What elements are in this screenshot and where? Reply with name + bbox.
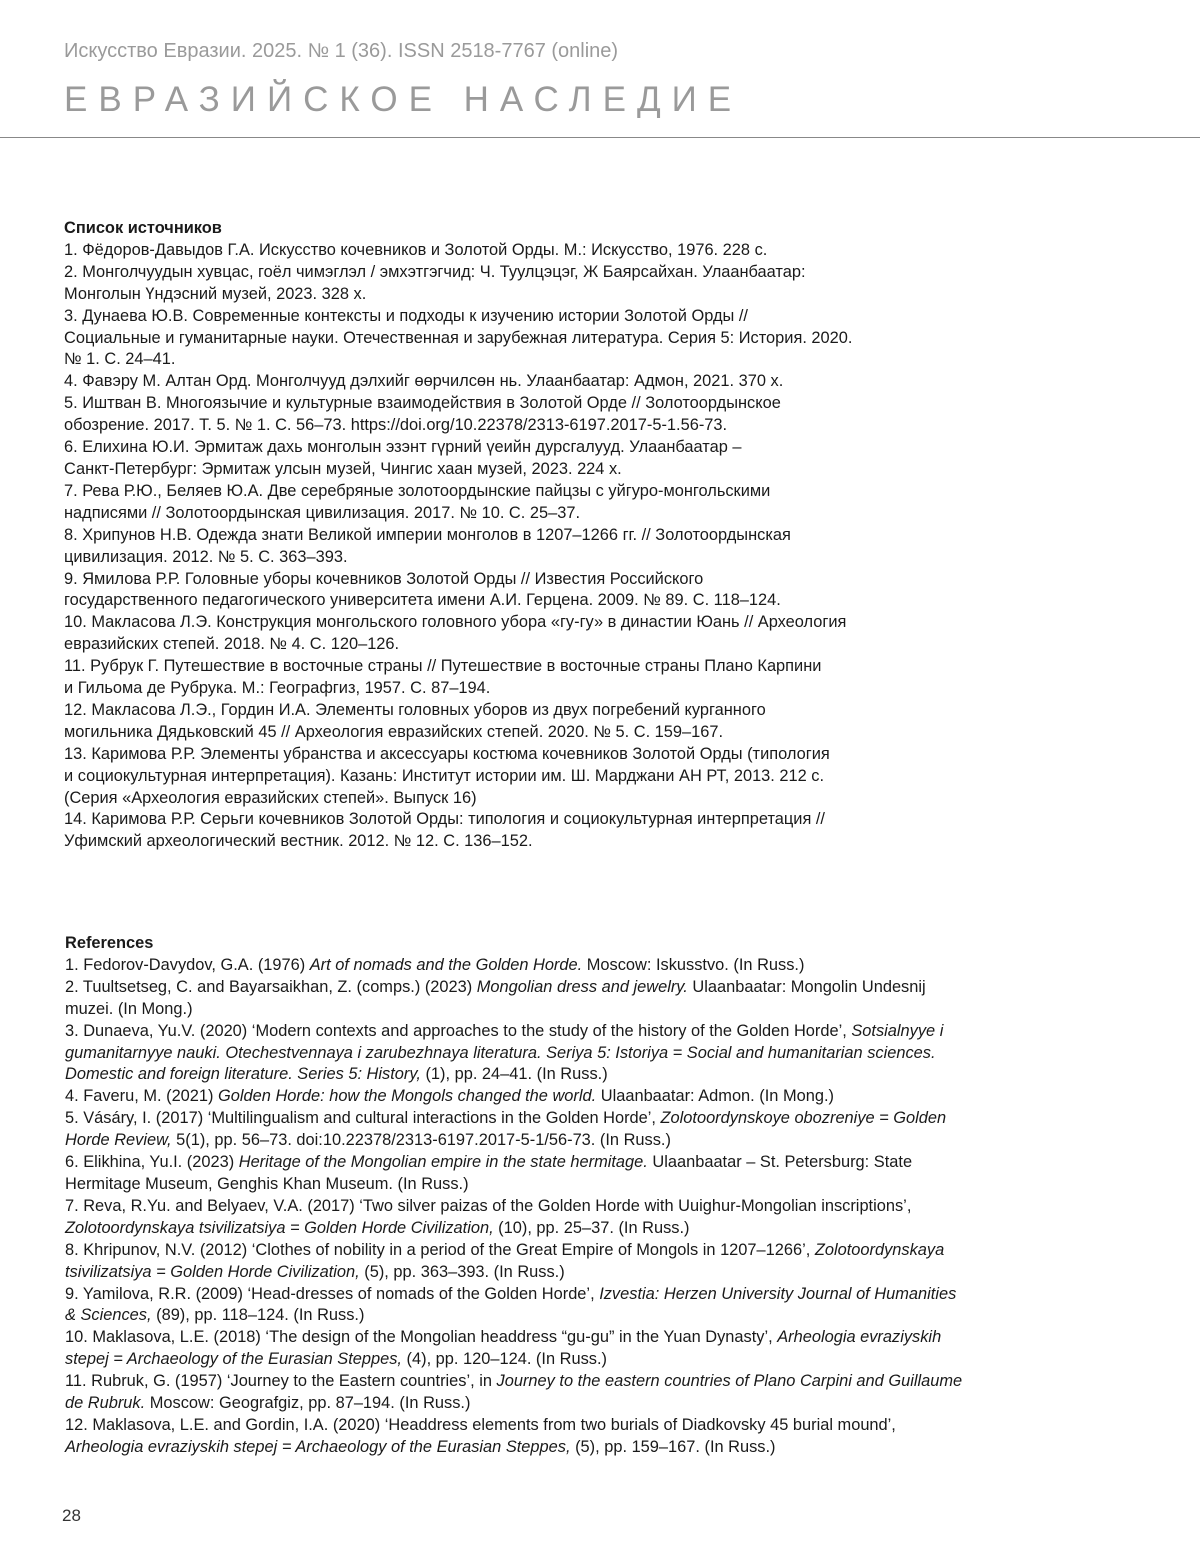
reference-item	[65, 1371, 965, 1415]
source-line: 11. Рубрук Г. Путешествие в восточные страны // Путешествие в восточные страны Плано Карпини	[64, 657, 822, 676]
page-number: 28	[62, 1506, 81, 1525]
reference-text: 10. Maklasova, L.E. (2018) ‘The design of the Mongolian headdress “gu-gu” in the Yuan Dynasty’,	[65, 1328, 778, 1347]
reference-text: Ulaanbaatar – St. Petersburg: State Hermitage Museum, Genghis Khan Museum. (In Russ.)	[65, 1153, 913, 1193]
journal-title: Искусство Евразии. 2025. № 1 (36). ISSN 2518-7767 (online)	[64, 40, 619, 62]
reference-text: (1), pp. 24–41. (In Russ.)	[420, 1065, 608, 1084]
source-item	[64, 481, 964, 525]
source-item	[64, 240, 964, 262]
section-title: ЕВРАЗИЙСКОЕ НАСЛЕДИЕ	[64, 80, 743, 119]
header-divider	[0, 137, 1200, 138]
source-item	[64, 437, 964, 481]
reference-text: Moscow: Iskusstvo. (In Russ.)	[582, 955, 805, 974]
reference-item	[65, 1021, 965, 1087]
reference-text: 3. Dunaeva, Yu.V. (2020) ‘Modern contexts and approaches to the study of the history of the Golden Horde’,	[65, 1021, 852, 1040]
reference-text: 7. Reva, R.Yu. and Belyaev, V.A. (2017) ‘Two silver paizas of the Golden Horde with Uuighur-Mongolian inscriptions’,	[65, 1196, 912, 1215]
reference-text: (5), pp. 363–393. (In Russ.)	[359, 1262, 565, 1281]
reference-item	[65, 1327, 965, 1371]
source-item	[64, 371, 964, 393]
source-line: 3. Дунаева Ю.В. Современные контексты и подходы к изучению истории Золотой Орды //	[64, 306, 748, 325]
reference-text: (5), pp. 159–167. (In Russ.)	[570, 1437, 776, 1456]
reference-item	[65, 1284, 965, 1328]
reference-text: (10), pp. 25–37. (In Russ.)	[493, 1218, 690, 1237]
reference-text: 6. Elikhina, Yu.I. (2023)	[65, 1153, 239, 1172]
reference-item	[65, 955, 965, 977]
source-line: цивилизация. 2012. № 5. С. 363–393.	[64, 547, 348, 566]
source-line: № 1. С. 24–41.	[64, 350, 176, 369]
reference-title: Sotsialnyye i gumanitarnyye nauki. Otechestvennaya i zarubezhnaya literatura. Seriya 5: Istoriya = Social and humanitarian sciences. Domestic and foreign literature. Series 5: History,	[65, 1021, 944, 1084]
source-item	[64, 700, 964, 744]
reference-item	[65, 977, 965, 1021]
reference-title: Zolotoordynskoye obozreniye = Golden Horde Review,	[65, 1109, 947, 1150]
reference-title: Art of nomads and the Golden Horde.	[309, 955, 583, 974]
reference-text: 9. Yamilova, R.R. (2009) ‘Head-dresses of nomads of the Golden Horde’,	[65, 1284, 600, 1303]
reference-text: Ulaanbaatar: Admon. (In Mong.)	[596, 1087, 834, 1106]
reference-text: Ulaanbaatar: Mongolin Undesnij muzei. (In Mong.)	[65, 977, 926, 1018]
reference-text: 4. Faveru, M. (2021)	[65, 1087, 219, 1106]
reference-item	[65, 1196, 965, 1240]
reference-item	[65, 1415, 965, 1459]
reference-text: 12. Maklasova, L.E. and Gordin, I.A. (2020) ‘Headdress elements from two burials of Diadkovsky 45 burial mound’,	[65, 1415, 896, 1434]
sources-heading: Список источников	[64, 219, 222, 237]
source-line: надписями // Золотоордынская цивилизация. 2017. № 10. С. 25–37.	[64, 503, 581, 522]
reference-title: Izvestia: Herzen University Journal of Humanities & Sciences,	[65, 1284, 957, 1325]
references-heading: References	[65, 934, 154, 952]
source-line: 6. Елихина Ю.И. Эрмитаж дахь монголын эзэнт гүрний үеийн дурсгалууд. Улаанбаатар –	[64, 438, 742, 457]
source-line: Уфимский археологический вестник. 2012. № 12. С. 136–152.	[64, 832, 533, 851]
reference-title: Zolotoordynskaya tsivilizatsiya = Golden Horde Civilization,	[65, 1240, 945, 1281]
reference-title: Arheologia evraziyskih stepej = Archaeology of the Eurasian Steppes,	[65, 1437, 571, 1456]
source-line: 5. Иштван В. Многоязычие и культурные взаимодействия в Золотой Орде // Золотоордынское	[64, 394, 781, 413]
reference-item	[65, 1086, 965, 1108]
source-item	[64, 569, 964, 613]
source-line: 7. Рева Р.Ю., Беляев Ю.А. Две серебряные золотоордынские пайцзы с уйгуро-монгольскими	[64, 481, 771, 500]
reference-text: 5(1), pp. 56–73. doi:10.22378/2313-6197.2017-5-1/56-73. (In Russ.)	[171, 1131, 671, 1150]
source-line: 10. Макласова Л.Э. Конструкция монгольского головного убора «гу-гу» в династии Юань // Археология	[64, 613, 847, 632]
reference-text: 11. Rubruk, G. (1957) ‘Journey to the Eastern countries’, in	[65, 1372, 497, 1391]
source-line: 1. Фёдоров-Давыдов Г.А. Искусство кочевников и Золотой Орды. М.: Искусство, 1976. 228 с.	[64, 240, 768, 259]
source-line: 12. Макласова Л.Э., Гордин И.А. Элементы головных уборов из двух погребений курганного	[64, 700, 766, 719]
source-item	[64, 809, 964, 853]
source-line: 8. Хрипунов Н.В. Одежда знати Великой империи монголов в 1207–1266 гг. // Золотоордынская	[64, 525, 791, 544]
reference-title: Arheologia evraziyskih stepej = Archaeology of the Eurasian Steppes,	[65, 1328, 942, 1369]
reference-title: Mongolian dress and jewelry.	[476, 977, 688, 996]
reference-text: 5. Vásáry, I. (2017) ‘Multilingualism and cultural interactions in the Golden Horde’,	[65, 1109, 661, 1128]
reference-title: Zolotoordynskaya tsivilizatsiya = Golden Horde Civilization,	[65, 1218, 494, 1237]
source-item	[64, 612, 964, 656]
reference-text: 1. Fedorov-Davydov, G.A. (1976)	[65, 955, 310, 974]
reference-item	[65, 1152, 965, 1196]
reference-text: 2. Tuultsetseg, C. and Bayarsaikhan, Z. (comps.) (2023)	[65, 977, 477, 996]
source-line: и Гильома де Рубрука. М.: Географгиз, 1957. С. 87–194.	[64, 679, 491, 698]
source-item	[64, 525, 964, 569]
reference-text: (4), pp. 120–124. (In Russ.)	[401, 1350, 607, 1369]
source-item	[64, 393, 964, 437]
source-line: 13. Каримова Р.Р. Элементы убранства и аксессуары костюма кочевников Золотой Орды (типология	[64, 744, 830, 763]
source-line: 9. Ямилова Р.Р. Головные уборы кочевников Золотой Орды // Известия Российского	[64, 569, 704, 588]
source-line: и социокультурная интерпретация). Казань: Институт истории им. Ш. Марджани АН РТ, 2013. 212 с.	[64, 766, 825, 785]
reference-title: Heritage of the Mongolian empire in the state hermitage.	[238, 1153, 648, 1172]
source-item	[64, 262, 964, 306]
reference-item	[65, 1108, 965, 1152]
source-line: Санкт-Петербург: Эрмитаж улсын музей, Чингис хаан музей, 2023. 224 х.	[64, 459, 622, 478]
source-line: 14. Каримова Р.Р. Серьги кочевников Золотой Орды: типология и социокультурная интерпретация //	[64, 810, 825, 829]
source-line: Монголын Үндэсний музей, 2023. 328 х.	[64, 284, 367, 303]
sources-items	[64, 240, 964, 853]
references-list-en	[65, 933, 965, 1459]
reference-item	[65, 1240, 965, 1284]
source-item	[64, 656, 964, 700]
reference-text: (89), pp. 118–124. (In Russ.)	[151, 1306, 365, 1325]
reference-title: Golden Horde: how the Mongols changed the world.	[218, 1087, 597, 1106]
source-line: 4. Фавэру М. Алтан Орд. Монголчууд дэлхийг өөрчилсөн нь. Улаанбаатар: Адмон, 2021. 370 х.	[64, 372, 784, 391]
source-line: могильника Дядьковский 45 // Археология евразийских степей. 2020. № 5. С. 159–167.	[64, 722, 724, 741]
source-line: евразийских степей. 2018. № 4. С. 120–126.	[64, 635, 400, 654]
source-line: государственного педагогического университета имени А.И. Герцена. 2009. № 89. С. 118–124.	[64, 591, 781, 610]
reference-text: 8. Khripunov, N.V. (2012) ‘Clothes of nobility in a period of the Great Empire of Mongols in 1207–1266’,	[65, 1240, 815, 1259]
sources-list-ru	[64, 218, 964, 853]
reference-text: Moscow: Geografgiz, pp. 87–194. (In Russ.)	[145, 1394, 471, 1413]
references-items	[65, 955, 965, 1459]
source-line: Социальные и гуманитарные науки. Отечественная и зарубежная литература. Серия 5: История. 2020.	[64, 328, 853, 347]
source-line: 2. Монголчуудын хувцас, гоёл чимэглэл / эмхэтгэгчид: Ч. Туулцэцэг, Ж Баярсайхан. Улаанбаатар:	[64, 262, 806, 281]
source-line: обозрение. 2017. Т. 5. № 1. С. 56–73. https://doi.org/10.22378/2313-6197.2017-5-1.56-73.	[64, 416, 728, 435]
source-item	[64, 306, 964, 372]
reference-title: Journey to the eastern countries of Plano Carpini and Guillaume de Rubruk.	[65, 1372, 963, 1413]
source-line: (Серия «Археология евразийских степей». Выпуск 16)	[64, 788, 477, 807]
source-item	[64, 744, 964, 810]
